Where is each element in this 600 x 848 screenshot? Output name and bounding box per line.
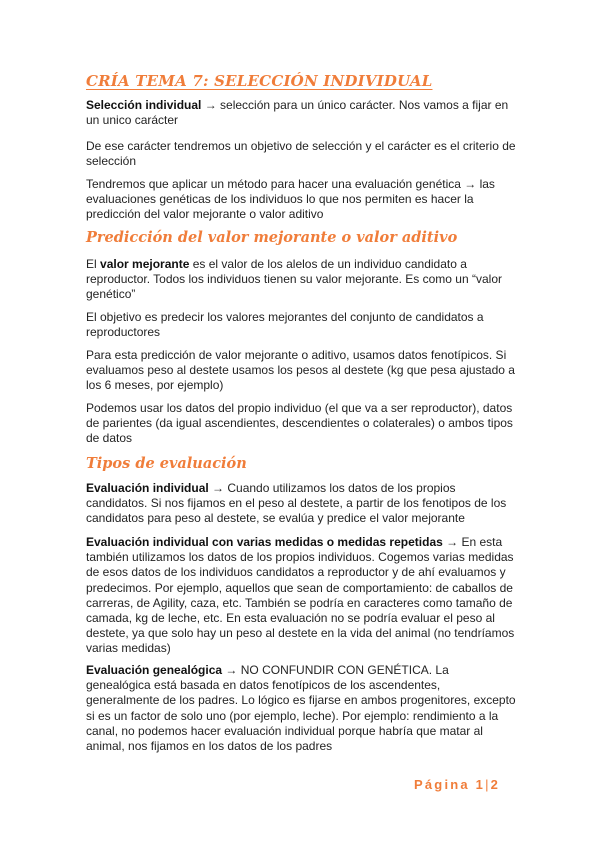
page-number: Página 1|2 [414,777,501,792]
term-bold: Evaluación individual con varias medidas o medidas repetidas [86,535,443,549]
term-bold: Evaluación genealógica [86,663,223,677]
term-bold: Selección individual [86,98,202,112]
evaluation-type-repeated: Evaluación individual con varias medidas o medidas repetidas → En esta también utilizamos los datos de los propios individuos. Cogemos varias medidas de esos datos de los individuos candidatos a reproductor y de ahí evaluamos y predecimos. Por ejemplo, aquellos que sean de comportamiento: de caballos de carreras, de Agility, caza, etc. También se podría en caracteres como tamaño de camada, kg de leche, etc. En esta evaluación no se podría evaluar el peso al destete, ya que solo hay un peso al destete en la vida del animal (no tendríamos varias medidas) [86,535,515,656]
section1-paragraph-3: Para esta predicción de valor mejorante o aditivo, usamos datos fenotípicos. Si evaluamos peso al destete usamos los pesos al destete (kg que pesa ajustado a los 6 meses, por ejemplo) [86,348,515,393]
evaluation-type-genealogica: Evaluación genealógica → NO CONFUNDIR CON GENÉTICA. La genealógica está basada en datos fenotípicos de los ascendentes, generalmente de los padres. Lo lógico es fijarse en ambos progenitores, excepto si es un factor de solo uno (por ejemplo, leche). Por ejemplo: rendimiento a la canal, no podemos hacer evaluación individual porque habría que matar al animal, nos fijamos en los datos de los padres [86,663,516,754]
section1-paragraph-4: Podemos usar los datos del propio individuo (el que va a ser reproductor), datos de parientes (da igual ascendientes, descendientes o colaterales) o ambos tipos de datos [86,401,513,446]
section-heading-prediccion: Predicción del valor mejorante o valor aditivo [86,229,458,246]
section1-paragraph-1: El valor mejorante es el valor de los alelos de un individuo candidato a reproductor. Todos los individuos tienen su valor mejorante. Es como un “valor genético” [86,257,502,302]
intro-paragraph-2: De ese carácter tendremos un objetivo de selección y el carácter es el criterio de selección [86,139,516,169]
intro-paragraph-1: Selección individual → selección para un único carácter. Nos vamos a fijar en un unico carácter [86,98,509,128]
intro-paragraph-3: Tendremos que aplicar un método para hacer una evaluación genética → las evaluaciones genéticas de los individuos lo que nos permiten es hacer la predicción del valor mejorante o valor aditivo [86,177,495,222]
term-bold: Evaluación individual [86,481,209,495]
section-heading-tipos: Tipos de evaluación [86,455,247,472]
term-bold: valor mejorante [100,257,190,271]
document-title: CRÍA TEMA 7: SELECCIÓN INDIVIDUAL [86,72,433,90]
section1-paragraph-2: El objetivo es predecir los valores mejorantes del conjunto de candidatos a reproductores [86,310,484,340]
evaluation-type-individual: Evaluación individual → Cuando utilizamos los datos de los propios candidatos. Si nos fijamos en el peso al destete, a partir de los fenotipos de los candidatos para peso al destete, se evalúa y predice el valor mejorante [86,481,507,526]
